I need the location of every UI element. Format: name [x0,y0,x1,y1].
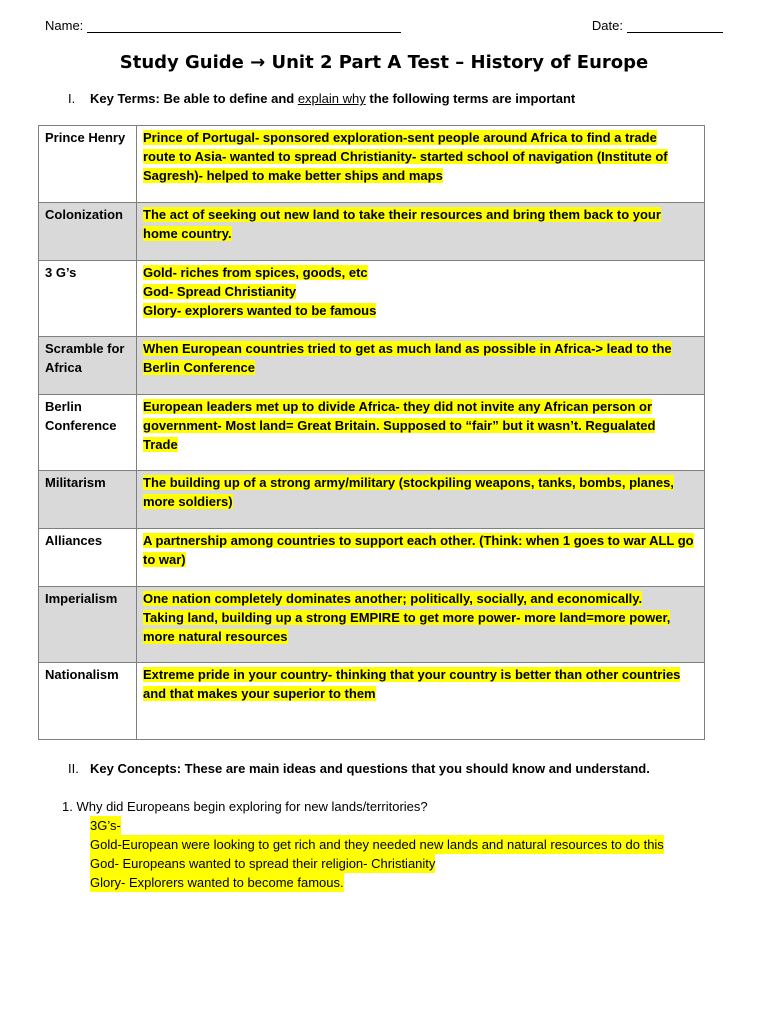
definition-cell [137,126,705,203]
term-cell: Berlin Conference [39,395,137,471]
definition-line: government- Most land= Great Britain. Supposed to “fair” but it wasn’t. Regualated [143,418,656,433]
definition-line: A partnership among countries to support each other. (Think: when 1 goes to war ALL go [143,533,694,548]
section-heading-key-terms [68,91,575,106]
term-cell: Nationalism [39,663,137,740]
key-terms-table [38,125,705,740]
definition-cell [137,337,705,395]
name-field[interactable] [45,18,401,33]
page-title: Study Guide → Unit 2 Part A Test – History of Europe [119,52,649,73]
section-heading-key-concepts [68,761,650,776]
table-row [39,529,705,587]
section-numeral: I. [68,91,76,106]
table-row [39,471,705,529]
definition-line: home country. [143,226,232,241]
definition-line: route to Asia- wanted to spread Christianity- started school of navigation (Institute of [143,149,668,164]
term-cell: Colonization [39,203,137,261]
definition-line: Prince of Portugal- sponsored exploration-sent people around Africa to find a trade [143,130,657,145]
date-blank-line[interactable] [627,20,723,33]
term-cell: Alliances [39,529,137,587]
definition-line: The building up of a strong army/military (stockpiling weapons, tanks, bombs, planes, [143,475,674,490]
term-cell: Militarism [39,471,137,529]
table-row [39,261,705,337]
definition-line: Gold- riches from spices, goods, etc [143,265,368,280]
definition-cell [137,587,705,663]
definition-cell [137,261,705,337]
table-row [39,203,705,261]
header [45,18,723,38]
definition-cell [137,529,705,587]
date-field[interactable] [592,18,723,33]
definition-line: more natural resources [143,629,288,644]
section-numeral: II. [68,761,79,776]
section-text-underlined: explain why [297,91,366,106]
definition-line: Sagresh)- helped to make better ships and maps [143,168,443,183]
definition-line: more soldiers) [143,494,233,509]
concept-list [62,797,664,892]
concept-answers [90,816,664,892]
term-cell: Imperialism [39,587,137,663]
section-text: Key Concepts: These are main ideas and questions that you should know and understand. [90,761,650,776]
date-label: Date: [591,18,623,33]
definition-line: When European countries tried to get as much land as possible in Africa-> lead to the [143,341,672,356]
answer-line: God- Europeans wanted to spread their religion- Christianity [90,856,436,871]
answer-line: Glory- Explorers wanted to become famous. [90,875,344,890]
name-label: Name: [45,18,84,33]
definition-line: Extreme pride in your country- thinking that your country is better than other countries [143,667,681,682]
table-row [39,663,705,740]
name-blank-line[interactable] [87,20,401,33]
definition-cell [137,471,705,529]
definition-line: The act of seeking out new land to take their resources and bring them back to your [143,207,661,222]
concept-question: 1. Why did Europeans begin exploring for new lands/territories? [62,799,428,814]
definition-line: Glory- explorers wanted to be famous [143,303,377,318]
section-text-b: the following terms are important [365,91,576,106]
definition-line: to war) [143,552,186,567]
definition-line: God- Spread Christianity [143,284,297,299]
definition-cell [137,663,705,740]
definition-line: and that makes your superior to them [143,686,376,701]
table-row [39,587,705,663]
definition-line: Taking land, building up a strong EMPIRE to get more power- more land=more power, [143,610,671,625]
term-cell: 3 G’s [39,261,137,337]
term-cell: Scramble for Africa [39,337,137,395]
definition-line: European leaders met up to divide Africa- they did not invite any African person or [143,399,653,414]
table-row [39,395,705,471]
definition-line: Trade [143,437,178,452]
section-text-a: Key Terms: Be able to define and [90,91,298,106]
definition-cell [137,395,705,471]
definition-line: One nation completely dominates another; politically, socially, and economically. [143,591,643,606]
answer-line: 3G’s- [90,818,121,833]
answer-line: Gold-European were looking to get rich and they needed new lands and natural resources to do this [90,837,664,852]
definition-line: Berlin Conference [143,360,255,375]
table-row [39,337,705,395]
term-cell: Prince Henry [39,126,137,203]
definition-cell [137,203,705,261]
table-row [39,126,705,203]
